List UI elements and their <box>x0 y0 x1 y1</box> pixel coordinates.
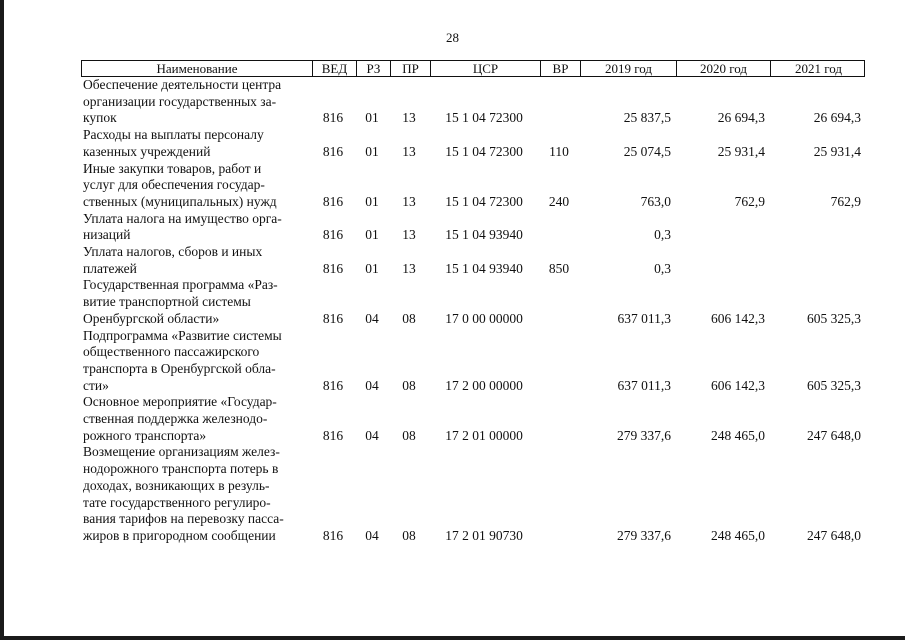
header-name: Наименование <box>156 61 238 76</box>
row-name-line: платежей <box>83 260 137 276</box>
row-name-cell <box>81 328 311 395</box>
row-name-line: вания тарифов на перевозку пасса- <box>83 511 284 527</box>
header-vr: ВР <box>540 61 580 76</box>
row-name-line: тате государственного регулиро- <box>83 494 271 510</box>
row-name-line: Уплата налога на имущество орга- <box>83 210 282 226</box>
value-2021-cell: 247 648,0 <box>807 527 861 543</box>
ved-cell: 816 <box>322 143 344 159</box>
pr-cell: 13 <box>402 193 416 209</box>
row-name-line: общественного пассажирского <box>83 344 260 360</box>
rz-cell: 04 <box>365 377 379 393</box>
rz-cell: 01 <box>365 143 379 159</box>
pr-cell: 08 <box>402 427 416 443</box>
value-2019-cell: 0,3 <box>654 260 671 276</box>
row-name-line: казенных учреждений <box>83 143 211 159</box>
row-name-line: услуг для обеспечения государ- <box>83 177 265 193</box>
value-2019-cell: 25 074,5 <box>623 143 671 159</box>
row-name-line: Оренбургской области» <box>83 310 220 326</box>
scan-edge-bottom <box>0 636 905 640</box>
value-2019-cell: 637 011,3 <box>617 377 671 393</box>
csr-cell: 17 2 01 00000 <box>445 427 523 443</box>
ved-cell: 816 <box>322 427 344 443</box>
csr-cell: 15 1 04 72300 <box>445 110 523 126</box>
rz-cell: 01 <box>365 227 379 243</box>
value-2019-cell: 637 011,3 <box>617 310 671 326</box>
row-name-cell <box>81 161 311 211</box>
rz-cell: 04 <box>365 427 379 443</box>
value-2019-cell: 25 837,5 <box>623 110 671 126</box>
row-name-cell <box>81 127 311 160</box>
value-2020-cell: 606 142,3 <box>711 377 765 393</box>
row-name-line: низаций <box>83 227 131 243</box>
csr-cell: 15 1 04 72300 <box>445 193 523 209</box>
table-row <box>81 277 865 327</box>
value-2021-cell: 247 648,0 <box>807 427 861 443</box>
pr-cell: 13 <box>402 260 416 276</box>
pr-cell: 13 <box>402 110 416 126</box>
value-2019-cell: 0,3 <box>654 227 671 243</box>
row-name-line: Возмещение организациям желез- <box>83 444 280 460</box>
row-name-line: витие транспортной системы <box>83 294 251 310</box>
row-name-line: ственная поддержка железнодо- <box>83 411 268 427</box>
value-2020-cell: 26 694,3 <box>717 110 765 126</box>
table-body <box>81 77 865 545</box>
row-name-cell <box>81 77 311 127</box>
row-name-line: жиров в пригородном сообщении <box>83 527 276 543</box>
ved-cell: 816 <box>322 110 344 126</box>
row-name-line: Расходы на выплаты персоналу <box>83 127 264 143</box>
value-2020-cell: 762,9 <box>734 193 765 209</box>
row-name-line: Обеспечение деятельности центра <box>83 77 282 92</box>
row-name-cell <box>81 394 311 444</box>
value-2021-cell: 605 325,3 <box>807 310 861 326</box>
pr-cell: 08 <box>402 310 416 326</box>
csr-cell: 15 1 04 93940 <box>445 227 523 243</box>
pr-cell: 13 <box>402 227 416 243</box>
row-name-line: организации государственных за- <box>83 93 277 109</box>
csr-cell: 17 2 01 90730 <box>445 527 523 543</box>
page-number: 28 <box>446 30 459 45</box>
value-2020-cell: 248 465,0 <box>711 527 765 543</box>
row-name-line: купок <box>83 110 117 126</box>
table-row <box>81 77 865 127</box>
row-name-line: Уплата налогов, сборов и иных <box>83 244 263 260</box>
table-row <box>81 211 865 244</box>
rz-cell: 04 <box>365 310 379 326</box>
value-2019-cell: 279 337,6 <box>617 427 671 443</box>
ved-cell: 816 <box>322 193 344 209</box>
row-name-line: Государственная программа «Раз- <box>83 277 278 293</box>
rz-cell: 01 <box>365 110 379 126</box>
table-row <box>81 244 865 277</box>
header-csr: ЦСР <box>430 61 540 76</box>
ved-cell: 816 <box>322 260 344 276</box>
row-name-cell <box>81 211 311 244</box>
header-ved: ВЕД <box>312 61 356 76</box>
ved-cell: 816 <box>322 310 344 326</box>
row-name-line: доходах, возникающих в резуль- <box>83 477 270 493</box>
row-name-line: Иные закупки товаров, работ и <box>83 160 262 176</box>
ved-cell: 816 <box>322 377 344 393</box>
pr-cell: 08 <box>402 377 416 393</box>
value-2020-cell: 248 465,0 <box>711 427 765 443</box>
header-rz: РЗ <box>356 61 390 76</box>
table-row <box>81 127 865 160</box>
value-2019-cell: 279 337,6 <box>617 527 671 543</box>
value-2020-cell: 25 931,4 <box>717 143 765 159</box>
pr-cell: 13 <box>402 143 416 159</box>
ved-cell: 816 <box>322 527 344 543</box>
rz-cell: 01 <box>365 193 379 209</box>
header-pr: ПР <box>390 61 430 76</box>
value-2021-cell: 605 325,3 <box>807 377 861 393</box>
header-2019: 2019 год <box>580 61 676 76</box>
ved-cell: 816 <box>322 227 344 243</box>
vr-cell: 110 <box>549 143 569 159</box>
value-2021-cell: 762,9 <box>830 193 861 209</box>
budget-table <box>81 60 865 545</box>
table-header <box>81 60 865 77</box>
row-name-line: ственных (муниципальных) нужд <box>83 193 277 209</box>
csr-cell: 17 0 00 00000 <box>445 310 523 326</box>
row-name-cell <box>81 444 311 544</box>
row-name-cell <box>81 244 311 277</box>
value-2021-cell: 25 931,4 <box>813 143 861 159</box>
row-name-line: Подпрограмма «Развитие системы <box>83 327 282 343</box>
rz-cell: 04 <box>365 527 379 543</box>
csr-cell: 15 1 04 93940 <box>445 260 523 276</box>
header-2021: 2021 год <box>770 61 866 76</box>
pr-cell: 08 <box>402 527 416 543</box>
table-row <box>81 444 865 544</box>
csr-cell: 17 2 00 00000 <box>445 377 523 393</box>
scan-edge-left <box>0 0 4 640</box>
table-row <box>81 328 865 395</box>
value-2021-cell: 26 694,3 <box>813 110 861 126</box>
value-2020-cell: 606 142,3 <box>711 310 765 326</box>
csr-cell: 15 1 04 72300 <box>445 143 523 159</box>
row-name-line: нодорожного транспорта потерь в <box>83 461 279 477</box>
vr-cell: 850 <box>548 260 570 276</box>
row-name-line: Основное мероприятие «Государ- <box>83 394 277 410</box>
rz-cell: 01 <box>365 260 379 276</box>
row-name-line: транспорта в Оренбургской обла- <box>83 360 276 376</box>
row-name-cell <box>81 277 311 327</box>
row-name-line: рожного транспорта» <box>83 427 207 443</box>
value-2019-cell: 763,0 <box>640 193 671 209</box>
vr-cell: 240 <box>548 193 570 209</box>
table-row <box>81 394 865 444</box>
table-row <box>81 161 865 211</box>
header-2020: 2020 год <box>676 61 770 76</box>
row-name-line: сти» <box>83 377 109 393</box>
